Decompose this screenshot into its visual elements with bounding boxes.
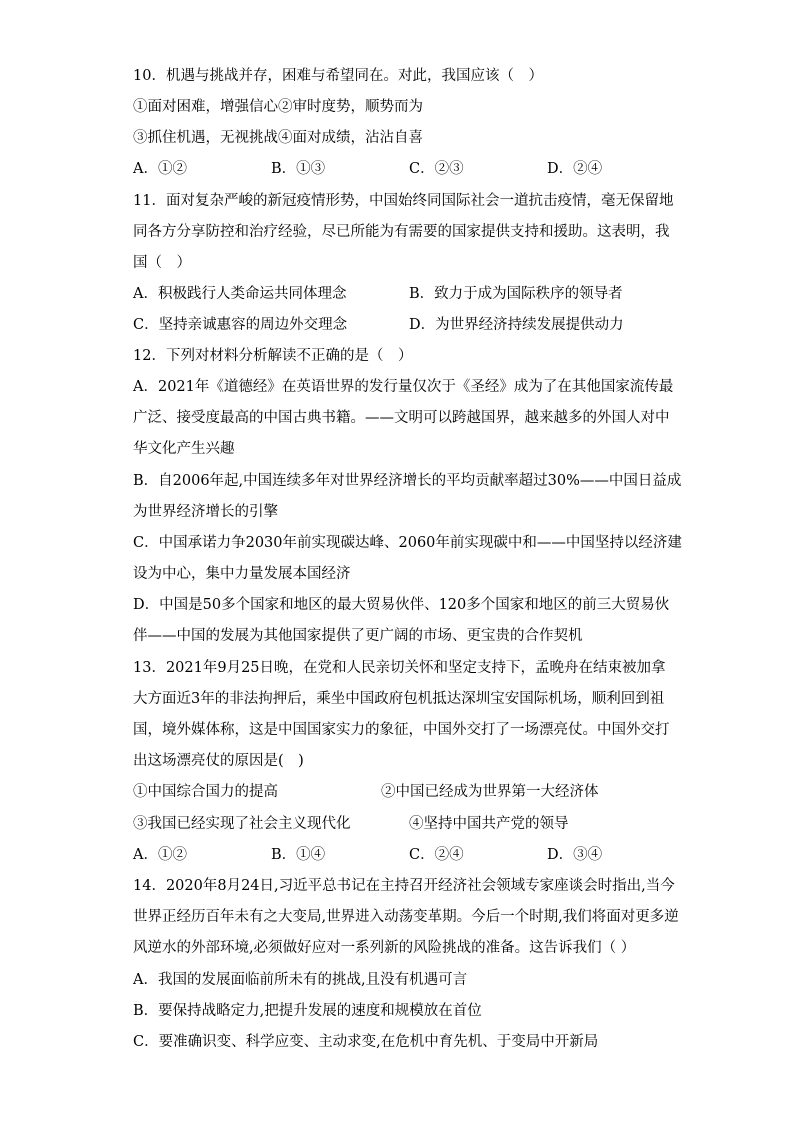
q14-stem-line-2: 世界正经历百年未有之大变局,世界进入动荡变革期。今后一个时期,我们将面对更多逆 [133, 909, 679, 925]
q12-d-line-1: D．中国是50多个国家和地区的最大贸易伙伴、120多个国家和地区的前三大贸易伙 [133, 597, 670, 613]
q13-stem-line-2: 大方面近3年的非法拘押后，乘坐中国政府包机抵达深圳宝安国际机场，顺利回到祖 [133, 691, 665, 707]
q14-option-c: C．要准确识变、科学应变、主动求变,在危机中育先机、于变局中开新局 [133, 1034, 599, 1050]
q10-item-2: ③抓住机遇，无视挑战④面对成绩，沾沾自喜 [133, 130, 423, 146]
q14-option-b: B．要保持战略定力,把提升发展的速度和规模放在首位 [133, 1003, 482, 1019]
q12-a-line-2: 广泛、接受度最高的中国古典书籍。——文明可以跨越国界，越来越多的外国人对中 [133, 410, 670, 426]
q13-option-c: C．②④ [409, 847, 464, 863]
q11-option-d: D．为世界经济持续发展提供动力 [409, 317, 624, 333]
q13-item-1: ①中国综合国力的提高 [133, 784, 278, 800]
q14-option-a: A．我国的发展面临前所未有的挑战,且没有机遇可言 [133, 972, 468, 988]
q10-item-1: ①面对困难，增强信心②审时度势，顺势而为 [133, 99, 423, 115]
q12-c-line-2: 设为中心，集中力量发展本国经济 [133, 566, 351, 582]
q11-stem-line-1: 11．面对复杂严峻的新冠疫情形势，中国始终同国际社会一道抗击疫情，毫无保留地 [133, 193, 674, 209]
q10-stem: 10．机遇与挑战并存，困难与希望同在。对此，我国应该（ ） [133, 68, 543, 84]
q10-option-c: C．②③ [409, 161, 464, 177]
q11-stem-line-2: 同各方分享防控和治疗经验，尽已所能为有需要的国家提供支持和援助。这表明，我 [133, 224, 670, 240]
q11-option-b: B．致力于成为国际秩序的领导者 [409, 286, 623, 302]
q14-stem-line-1: 14．2020年8月24日,习近平总书记在主持召开经济社会领域专家座谈会时指出,当今 [133, 878, 675, 894]
q13-item-3: ③我国已经实现了社会主义现代化 [133, 816, 351, 832]
q10-option-b: B．①③ [271, 161, 326, 177]
q12-a-line-3: 华文化产生兴趣 [133, 441, 235, 457]
q13-stem-line-3: 国，境外媒体称，这是中国国家实力的象征，中国外交打了一场漂亮仗。中国外交打 [133, 722, 670, 738]
q12-a-line-1: A．2021年《道德经》在英语世界的发行量仅次于《圣经》成为了在其他国家流传最 [133, 379, 674, 395]
q12-c-line-1: C．中国承诺力争2030年前实现碳达峰、2060年前实现碳中和——中国坚持以经济建 [133, 535, 682, 551]
q12-b-line-2: 为世界经济增长的引擎 [133, 504, 278, 520]
q13-option-b: B．①④ [271, 847, 326, 863]
q10-option-d: D．②④ [547, 161, 603, 177]
q13-stem-line-4: 出这场漂亮仗的原因是( ) [133, 753, 304, 769]
q13-option-d: D．③④ [547, 847, 603, 863]
q14-stem-line-3: 风逆水的外部环境,必须做好应对一系列新的风险挑战的准备。这告诉我们（ ） [133, 940, 636, 956]
q11-option-a: A．积极践行人类命运共同体理念 [133, 286, 347, 302]
q11-stem-line-3: 国（ ） [133, 255, 191, 271]
q10-option-a: A．①② [133, 161, 187, 177]
q12-b-line-1: B．自2006年起,中国连续多年对世界经济增长的平均贡献率超过30%——中国日益成 [133, 473, 682, 489]
q13-option-a: A．①② [133, 847, 187, 863]
q13-item-2: ②中国已经成为世界第一大经济体 [381, 784, 599, 800]
q11-option-c: C．坚持亲诚惠容的周边外交理念 [133, 317, 348, 333]
q13-stem-line-1: 13．2021年9月25日晚，在党和人民亲切关怀和坚定支持下，孟晚舟在结束被加拿 [133, 660, 666, 676]
q12-d-line-2: 伴——中国的发展为其他国家提供了更广阔的市场、更宝贵的合作契机 [133, 628, 583, 644]
q12-stem: 12．下列对材料分析解读不正确的是（ ） [133, 348, 413, 364]
q13-item-4: ④坚持中国共产党的领导 [409, 816, 569, 832]
